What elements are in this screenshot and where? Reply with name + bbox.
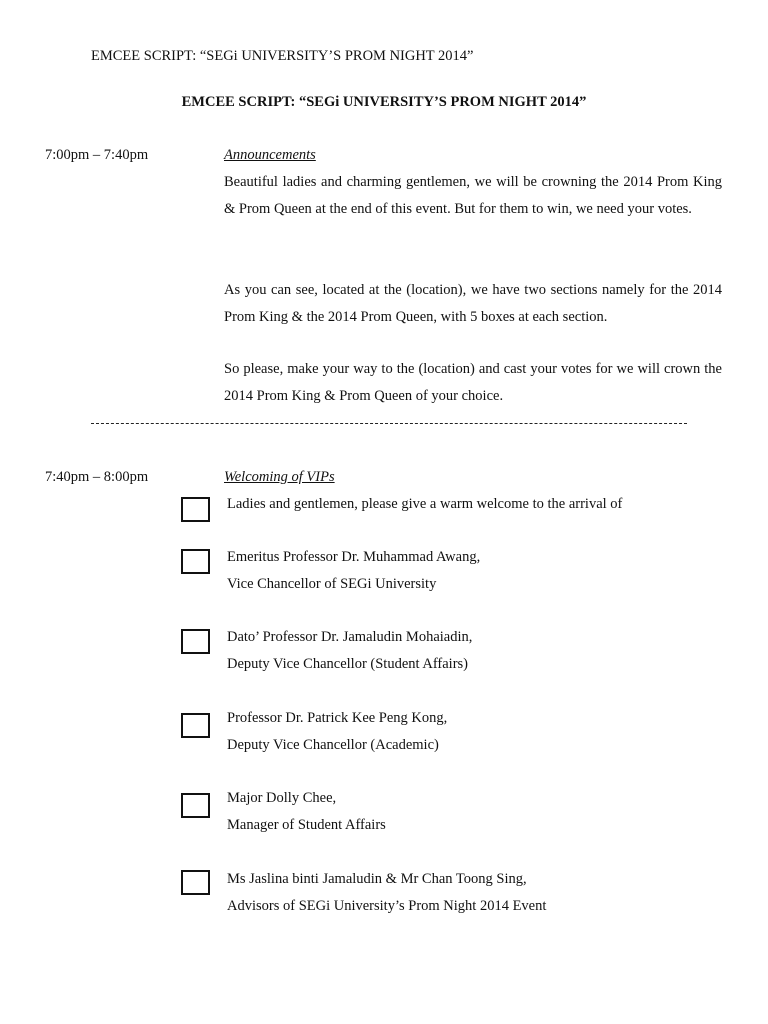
- checkbox[interactable]: [181, 870, 210, 895]
- announcement-paragraph: So please, make your way to the (location) and cast your votes for we will crown the 2014 Prom King & Prom Queen of your choice.: [224, 361, 722, 404]
- vip-role: Advisors of SEGi University’s Prom Night 2014 Event: [227, 898, 547, 914]
- vip-name: Dato’ Professor Dr. Jamaludin Mohaiadin,: [227, 629, 473, 645]
- segment-time-announcements: 7:00pm – 7:40pm: [45, 147, 149, 163]
- announcement-paragraph: Beautiful ladies and charming gentlemen, we will be crowning the 2014 Prom King & Prom Queen at the end of this event. But for them to win, we need your votes.: [224, 174, 722, 217]
- vip-intro: Ladies and gentlemen, please give a warm welcome to the arrival of: [227, 496, 623, 512]
- vip-name: Professor Dr. Patrick Kee Peng Kong,: [227, 710, 448, 726]
- checkbox[interactable]: [181, 497, 210, 522]
- segment-time-vips: 7:40pm – 8:00pm: [45, 469, 149, 485]
- section-divider: [91, 423, 687, 424]
- vip-role: Deputy Vice Chancellor (Academic): [227, 737, 439, 753]
- vip-role: Manager of Student Affairs: [227, 817, 386, 833]
- segment-heading-announcements: Announcements: [224, 147, 316, 163]
- checkbox[interactable]: [181, 629, 210, 654]
- checkbox[interactable]: [181, 549, 210, 574]
- vip-name: Major Dolly Chee,: [227, 790, 337, 806]
- vip-name: Ms Jaslina binti Jamaludin & Mr Chan Toong Sing,: [227, 871, 527, 887]
- document-title: EMCEE SCRIPT: “SEGi UNIVERSITY’S PROM NIGHT 2014”: [181, 94, 587, 110]
- vip-role: Deputy Vice Chancellor (Student Affairs): [227, 656, 469, 672]
- announcement-paragraph: As you can see, located at the (location), we have two sections namely for the 2014 Prom King & the 2014 Prom Queen, with 5 boxes at each section.: [224, 282, 722, 325]
- vip-name: Emeritus Professor Dr. Muhammad Awang,: [227, 549, 481, 565]
- vip-role: Vice Chancellor of SEGi University: [227, 576, 437, 592]
- checkbox[interactable]: [181, 713, 210, 738]
- checkbox[interactable]: [181, 793, 210, 818]
- segment-heading-vips: Welcoming of VIPs: [224, 469, 335, 485]
- running-header: EMCEE SCRIPT: “SEGi UNIVERSITY’S PROM NIGHT 2014”: [91, 48, 474, 64]
